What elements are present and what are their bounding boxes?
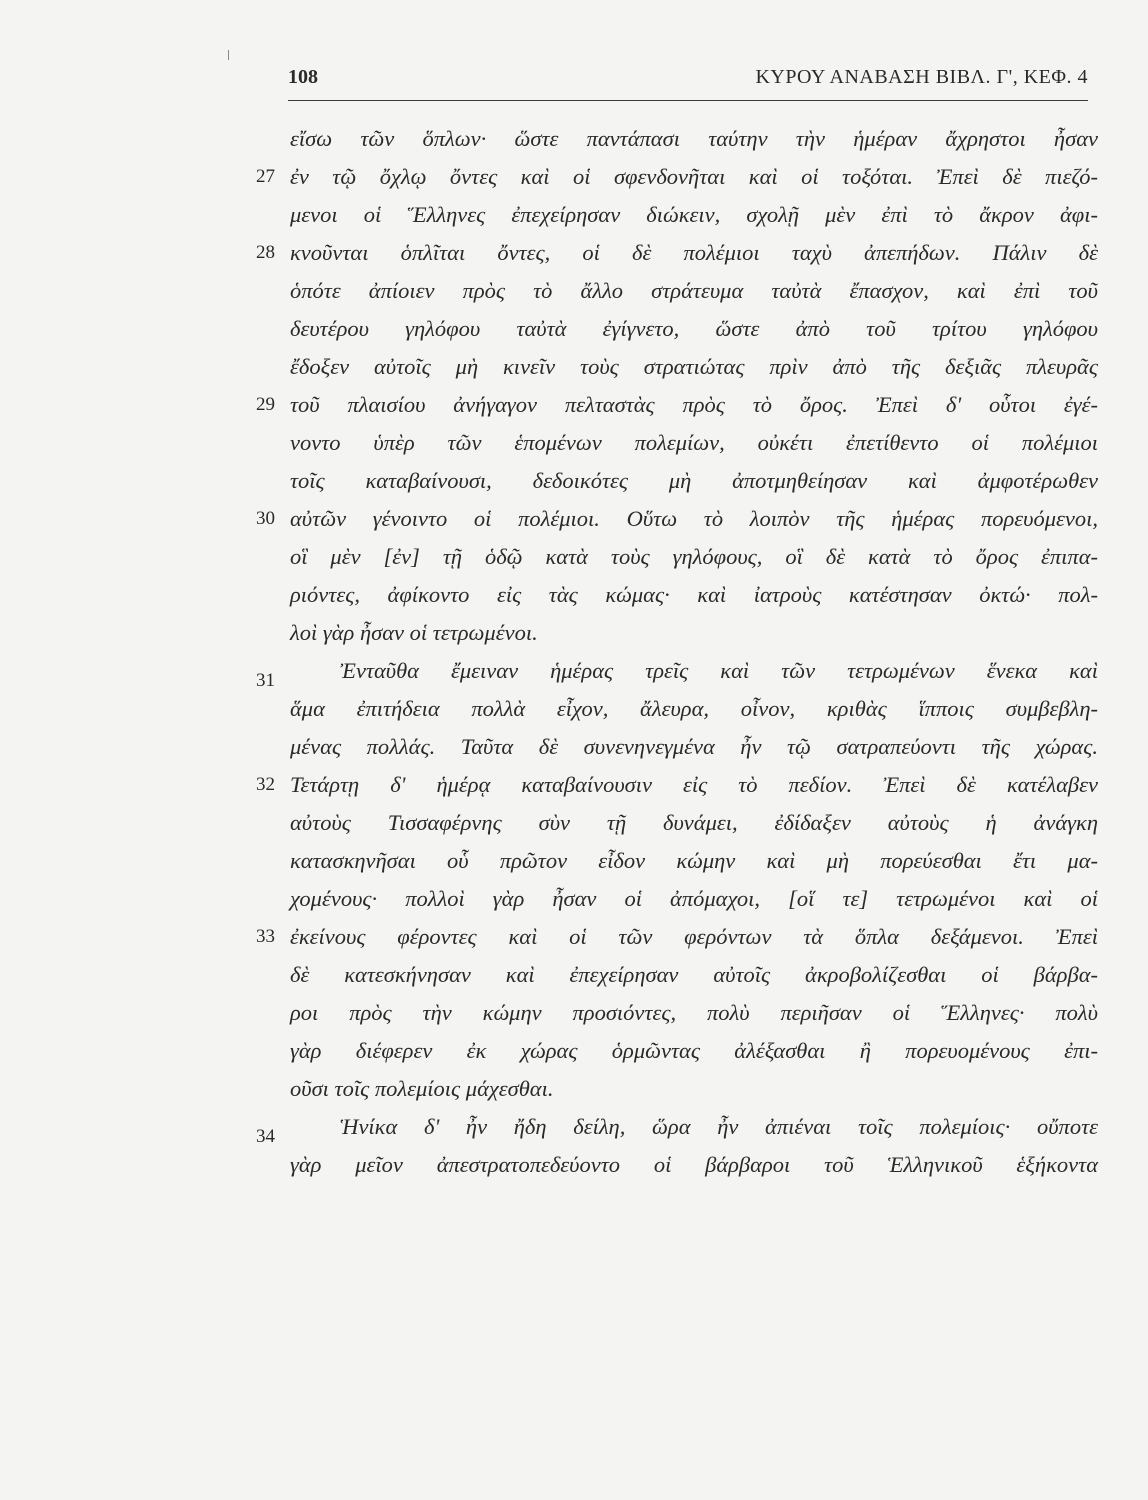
- text-line: [290, 994, 1098, 1032]
- text-line: [256, 500, 1098, 538]
- text-line: [290, 1032, 1098, 1070]
- text-line: [256, 158, 1098, 196]
- line-text: αὐτοὺς Τισσαφέρνης σὺν τῇ δυνάμει, ἐδίδαξεν αὐτοὺς ἡ ἀνάγκη: [290, 810, 1098, 835]
- line-text: κατασκηνῆσαι οὗ πρῶτον εἶδον κώμην καὶ μὴ πορεύεσθαι ἔτι μα-: [290, 848, 1098, 873]
- text-line: [290, 1146, 1098, 1184]
- line-text: Τετάρτῃ δ' ἡμέρᾳ καταβαίνουσιν εἰς τὸ πεδίον. Ἐπεὶ δὲ κατέλαβεν: [290, 772, 1098, 797]
- line-text: ριόντες, ἀφίκοντο εἰς τὰς κώμας· καὶ ἰατροὺς κατέστησαν ὀκτώ· πολ-: [290, 582, 1098, 607]
- text-line: [290, 690, 1098, 728]
- line-text: δὲ κατεσκήνησαν καὶ ἐπεχείρησαν αὐτοῖς ἀκροβολίζεσθαι οἱ βάρβα-: [290, 962, 1098, 987]
- line-text: ἅμα ἐπιτήδεια πολλὰ εἶχον, ἄλευρα, οἶνον, κριθὰς ἵπποις συμβεβλη-: [290, 696, 1098, 721]
- margin-section-number: 30: [256, 508, 275, 529]
- line-text: ἐν τῷ ὄχλῳ ὄντες καὶ οἱ σφενδονῆται καὶ οἱ τοξόται. Ἐπεὶ δὲ πιεζό-: [290, 164, 1098, 189]
- margin-section-number: 28: [256, 242, 275, 263]
- margin-section-number: 29: [256, 394, 275, 415]
- margin-section-number: 32: [256, 774, 275, 795]
- line-text: οῦσι τοῖς πολεμίοις μάχεσθαι.: [290, 1076, 554, 1101]
- text-line: [290, 348, 1098, 386]
- text-line: [290, 804, 1098, 842]
- line-text: λοὶ γὰρ ἦσαν οἱ τετρωμένοι.: [290, 620, 538, 645]
- text-line: [256, 766, 1098, 804]
- text-line: [290, 842, 1098, 880]
- page-number: 108: [288, 66, 318, 88]
- line-text: τοῖς καταβαίνουσι, δεδοικότες μὴ ἀποτμηθείησαν καὶ ἀμφοτέρωθεν: [290, 468, 1098, 493]
- line-text: ὁπότε ἀπίοιεν πρὸς τὸ ἄλλο στράτευμα ταὐτὰ ἔπασχον, καὶ ἐπὶ τοῦ: [290, 278, 1098, 303]
- page-header: [288, 64, 1088, 101]
- text-line: [290, 120, 1098, 158]
- line-text: μένας πολλάς. Ταῦτα δὲ συνενηνεγμένα ἦν τῷ σατραπεύοντι τῆς χώρας.: [290, 734, 1098, 759]
- line-text: αὐτῶν γένοιντο οἱ πολέμιοι. Οὕτω τὸ λοιπὸν τῆς ἡμέρας πορευόμενοι,: [290, 506, 1098, 531]
- text-line: [256, 1108, 1098, 1147]
- line-text: μενοι οἱ Ἕλληνες ἐπεχείρησαν διώκειν, σχολῇ μὲν ἐπὶ τὸ ἄκρον ἀφι-: [290, 202, 1098, 227]
- text-line: [256, 918, 1098, 956]
- text-body: [256, 120, 1098, 1184]
- text-line: [290, 956, 1098, 994]
- text-line: [290, 424, 1098, 462]
- line-text: δευτέρου γηλόφου ταὐτὰ ἐγίγνετο, ὥστε ἀπὸ τοῦ τρίτου γηλόφου: [290, 316, 1098, 341]
- margin-section-number: 31: [256, 670, 275, 691]
- margin-section-number: 27: [256, 166, 275, 187]
- line-text: γὰρ διέφερεν ἐκ χώρας ὁρμῶντας ἀλέξασθαι ἢ πορευομένους ἐπι-: [290, 1038, 1098, 1063]
- running-title: ΚΥΡΟΥ ΑΝΑΒΑΣΗ ΒΙΒΛ. Γ', ΚΕΦ. 4: [755, 66, 1088, 88]
- line-text: ἔδοξεν αὐτοῖς μὴ κινεῖν τοὺς στρατιώτας πρὶν ἀπὸ τῆς δεξιᾶς πλευρᾶς: [290, 354, 1098, 379]
- margin-section-number: 34: [256, 1126, 275, 1147]
- line-text: χομένους· πολλοὶ γὰρ ἦσαν οἱ ἀπόμαχοι, [οἵ τε] τετρωμένοι καὶ οἱ: [290, 886, 1098, 911]
- text-line: [256, 652, 1098, 691]
- line-text: νοντο ὑπὲρ τῶν ἑπομένων πολεμίων, οὐκέτι ἐπετίθεντο οἱ πολέμιοι: [290, 430, 1098, 455]
- stray-mark: [228, 50, 229, 60]
- line-text: οἳ μὲν [ἐν] τῇ ὁδῷ κατὰ τοὺς γηλόφους, οἳ δὲ κατὰ τὸ ὄρος ἐπιπα-: [290, 544, 1098, 569]
- text-line: [290, 576, 1098, 614]
- text-line: [290, 1070, 1098, 1108]
- text-line: [290, 310, 1098, 348]
- line-text: εἴσω τῶν ὅπλων· ὥστε παντάπασι ταύτην τὴν ἡμέραν ἄχρηστοι ἦσαν: [290, 126, 1098, 151]
- text-line: [290, 728, 1098, 766]
- text-line: [290, 272, 1098, 310]
- line-text: τοῦ πλαισίου ἀνήγαγον πελταστὰς πρὸς τὸ ὄρος. Ἐπεὶ δ' οὗτοι ἐγέ-: [290, 392, 1098, 417]
- text-line: [290, 462, 1098, 500]
- text-line: [290, 614, 1098, 652]
- line-text: Ἡνίκα δ' ἦν ἤδη δείλη, ὥρα ἦν ἀπιέναι τοῖς πολεμίοις· οὔποτε: [340, 1114, 1098, 1139]
- margin-section-number: 33: [256, 926, 275, 947]
- text-line: [290, 880, 1098, 918]
- text-line: [256, 386, 1098, 424]
- line-text: ροι πρὸς τὴν κώμην προσιόντες, πολὺ περιῆσαν οἱ Ἕλληνες· πολὺ: [290, 1000, 1098, 1025]
- line-text: Ἐνταῦθα ἔμειναν ἡμέρας τρεῖς καὶ τῶν τετρωμένων ἕνεκα καὶ: [340, 658, 1098, 683]
- line-text: κνοῦνται ὁπλῖται ὄντες, οἱ δὲ πολέμιοι ταχὺ ἀπεπήδων. Πάλιν δὲ: [290, 240, 1098, 265]
- text-line: [290, 196, 1098, 234]
- text-line: [290, 538, 1098, 576]
- line-text: ἐκείνους φέροντες καὶ οἱ τῶν φερόντων τὰ ὅπλα δεξάμενοι. Ἐπεὶ: [290, 924, 1098, 949]
- text-line: [256, 234, 1098, 272]
- line-text: γὰρ μεῖον ἀπεστρατοπεδεύοντο οἱ βάρβαροι τοῦ Ἑλληνικοῦ ἑξήκοντα: [290, 1152, 1098, 1177]
